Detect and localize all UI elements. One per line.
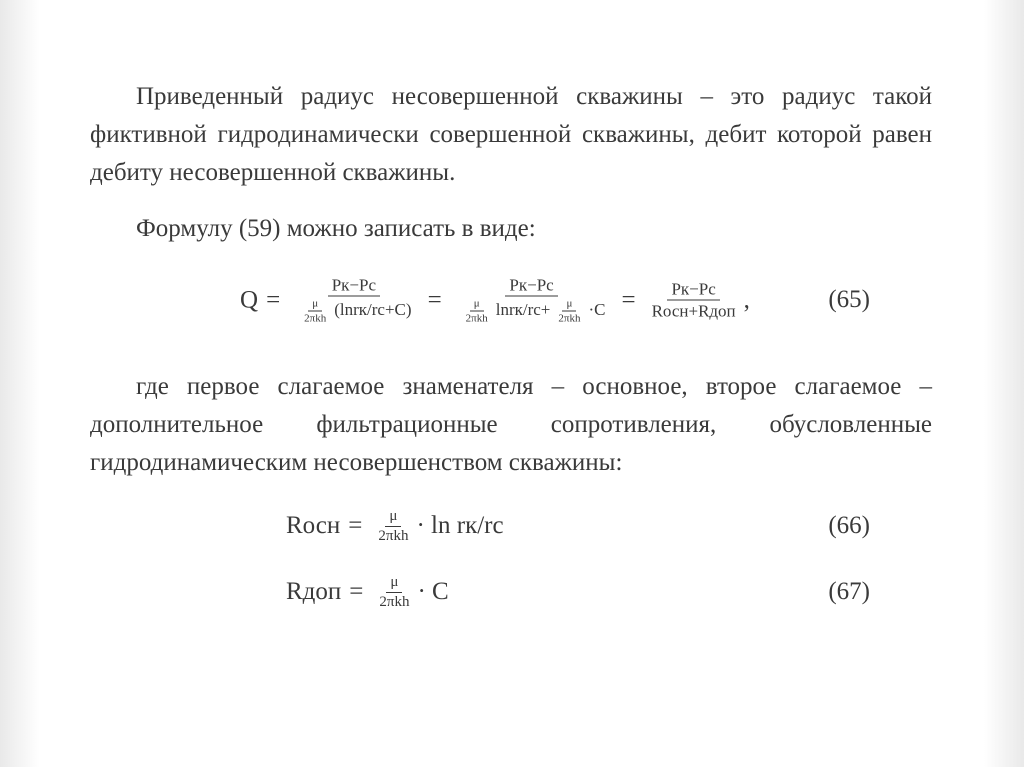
mu: μ: [308, 298, 322, 312]
fraction-3: [648, 280, 740, 321]
fraction-3-denominator: Rосн+Rдоп: [651, 301, 736, 321]
formula-67-lhs: Rдоп: [286, 578, 342, 605]
fraction-3-numerator: Pк−Pс: [667, 280, 719, 301]
two-pi-kh: 2πkh: [379, 593, 410, 610]
mu: μ: [562, 298, 576, 312]
formula-67: [90, 562, 932, 622]
formula-65: [90, 260, 932, 340]
paragraph-explanation: где первое слагаемое знаменателя – основное, второе слагаемое – дополнительное фильтрационные сопротивления, обусловленные гидродинамическим несовершенством скважины:: [90, 373, 932, 476]
formula-66-tail: · ln rк/rс: [416, 512, 504, 539]
fraction-2-denominator: [454, 297, 610, 325]
formula-66-expression: [286, 507, 504, 545]
fraction-1: [292, 276, 415, 325]
fraction-2: [454, 276, 610, 325]
mu-fraction: [462, 298, 492, 325]
mu-fraction: [554, 298, 584, 325]
fraction-2-numerator: Pк−Pс: [505, 276, 557, 297]
two-pi-kh: 2πkh: [465, 312, 488, 325]
formula-65-expression: [240, 276, 750, 325]
formula-66-lhs: Rосн: [286, 512, 341, 539]
paragraph-definition: Приведенный радиус несовершенной скважины – это радиус такой фиктивной гидродинамически совершенной скважины, дебит которой равен дебиту несовершенной скважины.: [90, 83, 932, 186]
two-pi-kh: 2πkh: [378, 527, 409, 544]
two-pi-kh: 2πkh: [304, 312, 327, 325]
mu: μ: [386, 574, 402, 593]
formula-67-tail: · C: [417, 578, 449, 605]
equals-sign: =: [266, 286, 281, 313]
formula-65-trailing-comma: ,: [743, 286, 750, 313]
mu-fraction: [374, 508, 412, 545]
fraction-1-den-tail: (lnrк/rс+C): [334, 299, 412, 319]
formula-66: [90, 496, 932, 556]
mu: μ: [470, 298, 484, 312]
paragraph-formula-intro: Формулу (59) можно записать в виде:: [136, 215, 536, 242]
fraction-1-numerator: Pк−Pс: [328, 276, 380, 297]
formula-67-expression: [286, 573, 449, 611]
formula-67-number: (67): [828, 578, 870, 605]
mu: μ: [385, 508, 401, 527]
fraction-1-denominator: [292, 297, 415, 325]
formula-66-number: (66): [828, 512, 870, 539]
equals-sign: =: [348, 512, 363, 539]
fraction-2-den-mid: lnrк/rс+: [495, 299, 551, 319]
two-pi-kh: 2πkh: [558, 312, 581, 325]
mu-fraction: [375, 574, 413, 611]
formula-65-lhs: Q: [240, 286, 259, 313]
equals-sign: =: [427, 286, 442, 313]
mu-fraction: [300, 298, 330, 325]
formula-65-number: (65): [828, 286, 870, 313]
equals-sign: =: [349, 578, 364, 605]
fraction-2-den-tail: ·C: [588, 299, 606, 319]
document-page: [90, 78, 932, 622]
equals-sign: =: [621, 286, 636, 313]
